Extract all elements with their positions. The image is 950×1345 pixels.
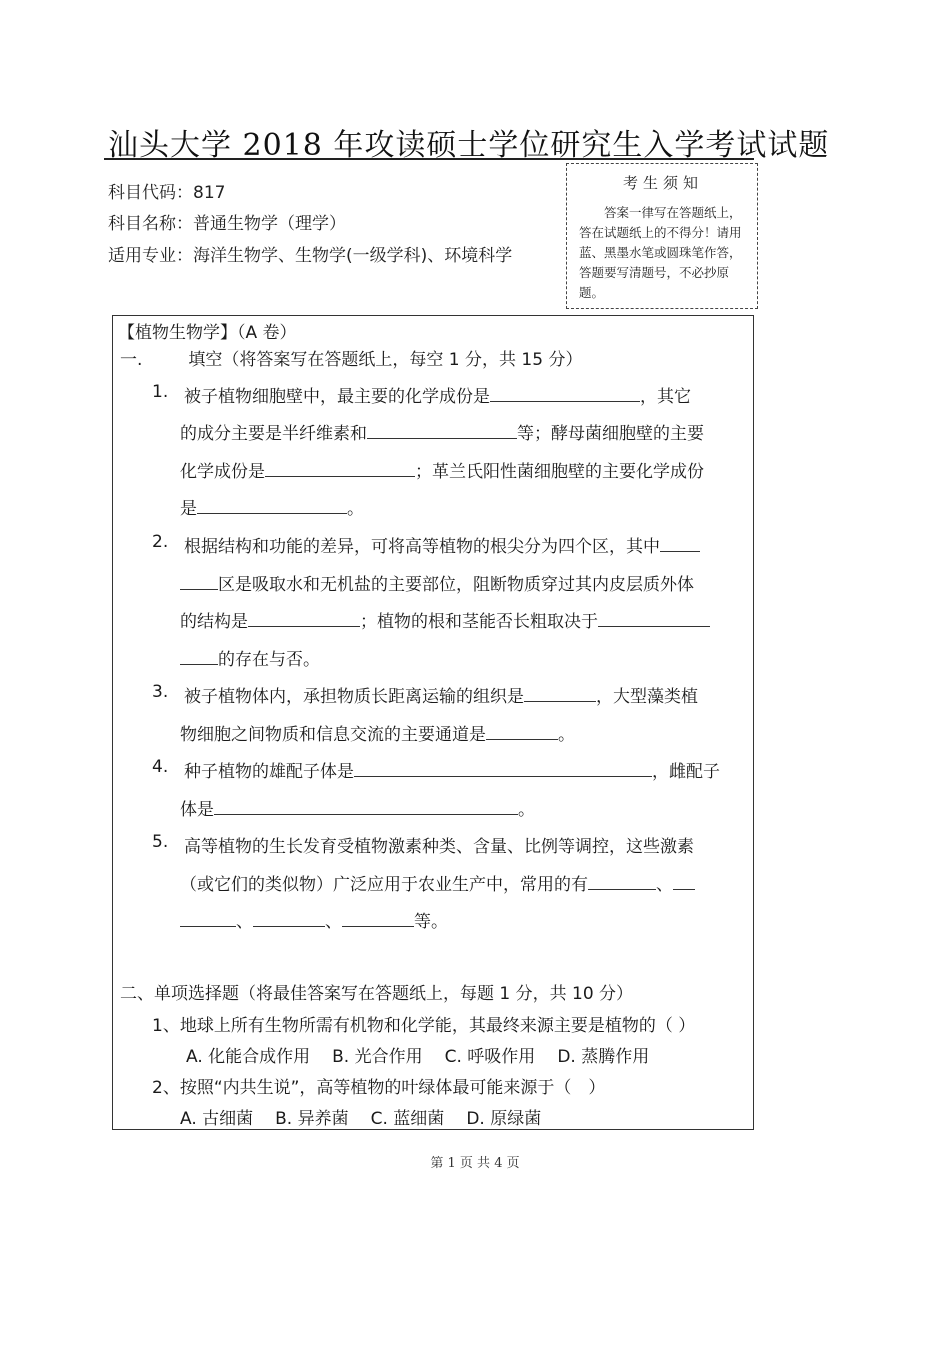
choice-q2-options [180, 1104, 541, 1129]
fill-q2-line2: 区是吸取水和无机盐的主要部位，阻断物质穿过其内皮层质外体 [180, 570, 694, 595]
answer-blank [342, 912, 414, 927]
q5-number: 5. [152, 832, 169, 852]
answer-blank [180, 650, 218, 665]
fill-q4-line1: 种子植物的雄配子体是 ，雌配子 [184, 762, 720, 782]
option-c: C. 蓝细菌 [370, 1109, 445, 1129]
answer-blank [598, 612, 710, 627]
subject-code: 科目代码：817 [108, 183, 226, 203]
applicable-majors: 适用专业：海洋生物学、生物学(一级学科)、环境科学 [108, 246, 513, 266]
answer-blank [180, 575, 218, 590]
q3-number: 3. [152, 682, 169, 702]
subject-name: 科目名称：普通生物学（理学） [108, 214, 346, 234]
answer-blank [214, 800, 518, 815]
option-c: C. 呼吸作用 [444, 1047, 536, 1067]
option-d: D. 原绿菌 [466, 1109, 542, 1129]
answer-blank [180, 912, 236, 927]
answer-blank [486, 725, 558, 740]
exam-title: 汕头大学 2018 年攻读硕士学位研究生入学考试试题 [108, 128, 830, 163]
fill-q5-line1: 高等植物的生长发育受植物激素种类、含量、比例等调控，这些激素 [184, 837, 694, 857]
answer-blank [524, 687, 596, 702]
answer-blank [253, 912, 325, 927]
notice-box [566, 163, 758, 309]
option-a: A. 古细菌 [180, 1109, 254, 1129]
answer-blank [367, 424, 517, 439]
answer-blank [673, 875, 695, 890]
fill-q1-line1: 被子植物细胞壁中，最主要的化学成份是 ，其它 [184, 387, 691, 407]
section-header: 【植物生物学】（A 卷） [118, 323, 297, 343]
part1-number: 一. [120, 350, 143, 370]
q4-number: 4. [152, 757, 169, 777]
answer-blank [354, 762, 652, 777]
fill-q1-line4: 是 。 [180, 499, 364, 519]
answer-blank [660, 537, 700, 552]
answer-blank [265, 462, 415, 477]
choice-q1-stem: 1、地球上所有生物所需有机物和化学能，其最终来源主要是植物的（ ） [152, 1016, 696, 1036]
fill-q2-line3: 的结构是 ；植物的根和茎能否长粗取决于 [180, 607, 710, 632]
notice-title: 考生须知 [622, 174, 703, 192]
part1-heading-text: 填空（将答案写在答题纸上，每空 1 分，共 15 分） [188, 350, 583, 370]
page-footer: 第 1 页 共 4 页 [430, 1156, 520, 1171]
answer-blank [248, 612, 360, 627]
option-a: A. 化能合成作用 [186, 1047, 311, 1067]
fill-q2-line4: 的存在与否。 [180, 645, 320, 670]
fill-q4-line2: 体是 。 [180, 800, 535, 820]
answer-blank [197, 499, 347, 514]
title-underline [104, 158, 754, 160]
part2-heading: 二、单项选择题（将最佳答案写在答题纸上，每题 1 分，共 10 分） [120, 984, 634, 1004]
fill-q1-line2: 的成分主要是半纤维素和 等；酵母菌细胞壁的主要 [180, 424, 704, 444]
choice-q1-options [186, 1042, 649, 1067]
q2-number: 2. [152, 532, 169, 552]
answer-blank [588, 875, 656, 890]
notice-body: 答案一律写在答题纸上，答在试题纸上的不得分！请用蓝、黑墨水笔或圆珠笔作答，答题要写清题号，不必抄原题。 [579, 205, 742, 300]
answer-blank [490, 387, 640, 402]
fill-q5-line3: 、 、 等。 [180, 907, 448, 932]
fill-q1-line3: 化学成份是 ；革兰氏阳性菌细胞壁的主要化学成份 [180, 462, 704, 482]
fill-q5-line2: （或它们的类似物）广泛应用于农业生产中，常用的有 、 [180, 870, 695, 895]
fill-q2-line1: 根据结构和功能的差异，可将高等植物的根尖分为四个区，其中 [184, 532, 700, 557]
option-b: B. 异养菌 [275, 1109, 349, 1129]
part1-heading [120, 345, 582, 370]
fill-q3-line1: 被子植物体内，承担物质长距离运输的组织是 ，大型藻类植 [184, 687, 698, 707]
option-d: D. 蒸腾作用 [557, 1047, 650, 1067]
choice-q2-stem: 2、按照“内共生说”，高等植物的叶绿体最可能来源于（ ） [152, 1078, 606, 1098]
option-b: B. 光合作用 [332, 1047, 423, 1067]
q1-number: 1. [152, 382, 169, 402]
fill-q3-line2: 物细胞之间物质和信息交流的主要通道是 。 [180, 725, 575, 745]
